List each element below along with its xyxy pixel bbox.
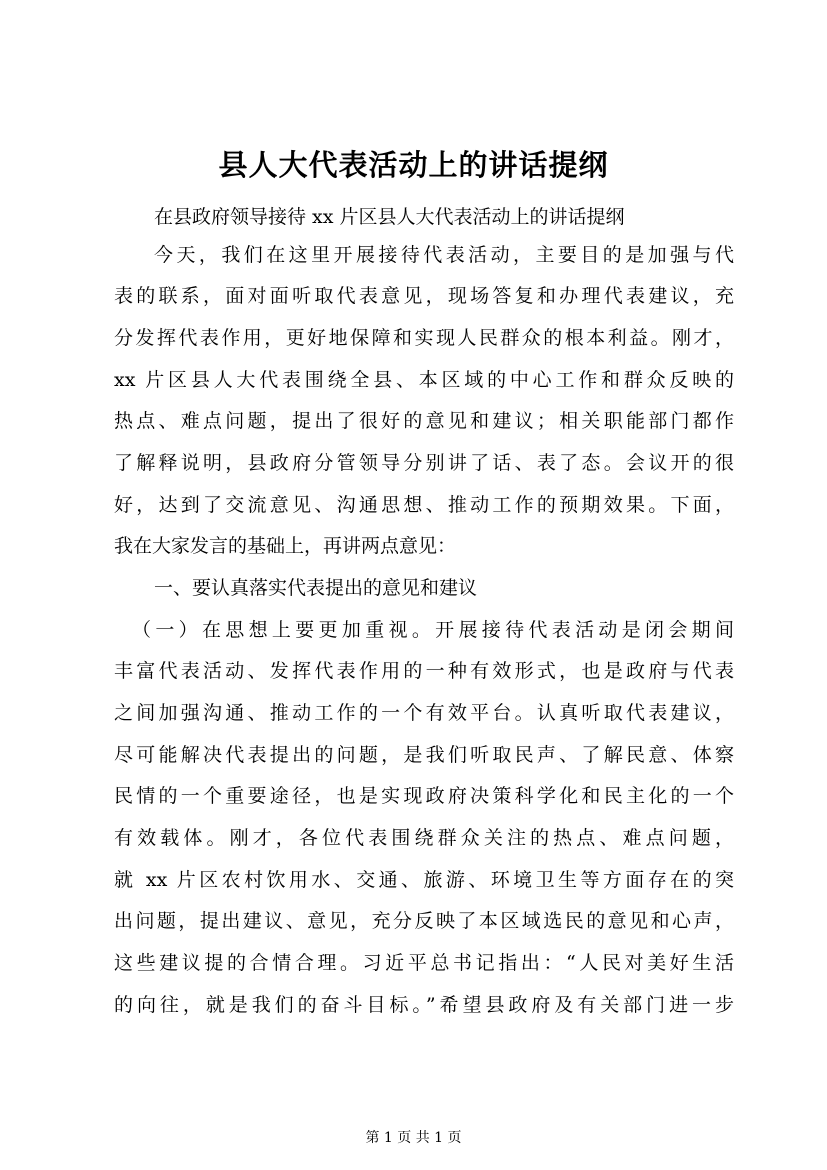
body-line: 表的联系，面对面听取代表意见，现场答复和办理代表建议，充: [114, 285, 734, 307]
body-line: 今天，我们在这里开展接待代表活动，主要目的是加强与代: [154, 244, 734, 266]
body-line: 就 xx 片区农村饮用水、交通、旅游、环境卫生等方面存在的突: [114, 869, 734, 891]
body-line: xx 片区县人大代表围绕全县、本区域的中心工作和群众反映的: [114, 369, 734, 391]
body-line: 有效载体。刚才，各位代表围绕群众关注的热点、难点问题，: [114, 827, 734, 849]
section-heading: 一、要认真落实代表提出的意见和建议: [154, 577, 478, 599]
body-line: （一）在思想上要更加重视。开展接待代表活动是闭会期间: [132, 619, 734, 641]
body-line: 好，达到了交流意见、沟通思想、推动工作的预期效果。下面，: [114, 494, 734, 516]
page-footer: 第 1 页 共 1 页: [365, 1130, 462, 1146]
body-line: 尽可能解决代表提出的问题，是我们听取民声、了解民意、体察: [114, 744, 734, 766]
body-line: 民情的一个重要途径，也是实现政府决策科学化和民主化的一个: [114, 785, 734, 807]
body-line: 之间加强沟通、推动工作的一个有效平台。认真听取代表建议，: [114, 702, 734, 724]
document-title: 县人大代表活动上的讲话提纲: [218, 148, 609, 182]
body-line: 了解释说明，县政府分管领导分别讲了话、表了态。会议开的很: [114, 452, 734, 474]
body-line: 的向往，就是我们的奋斗目标。”希望县政府及有关部门进一步: [114, 994, 734, 1016]
body-line: 这些建议提的合情合理。习近平总书记指出：“人民对美好生活: [114, 952, 734, 974]
body-line: 丰富代表活动、发挥代表作用的一种有效形式，也是政府与代表: [114, 660, 734, 682]
body-line: 我在大家发言的基础上，再讲两点意见：: [114, 535, 457, 557]
body-line: 分发挥代表作用，更好地保障和实现人民群众的根本利益。刚才，: [114, 327, 734, 349]
document-subtitle: 在县政府领导接待 xx 片区县人大代表活动上的讲话提纲: [154, 206, 625, 228]
body-line: 出问题，提出建议、意见，充分反映了本区域选民的意见和心声，: [114, 910, 734, 932]
body-line: 热点、难点问题，提出了很好的意见和建议；相关职能部门都作: [114, 410, 734, 432]
